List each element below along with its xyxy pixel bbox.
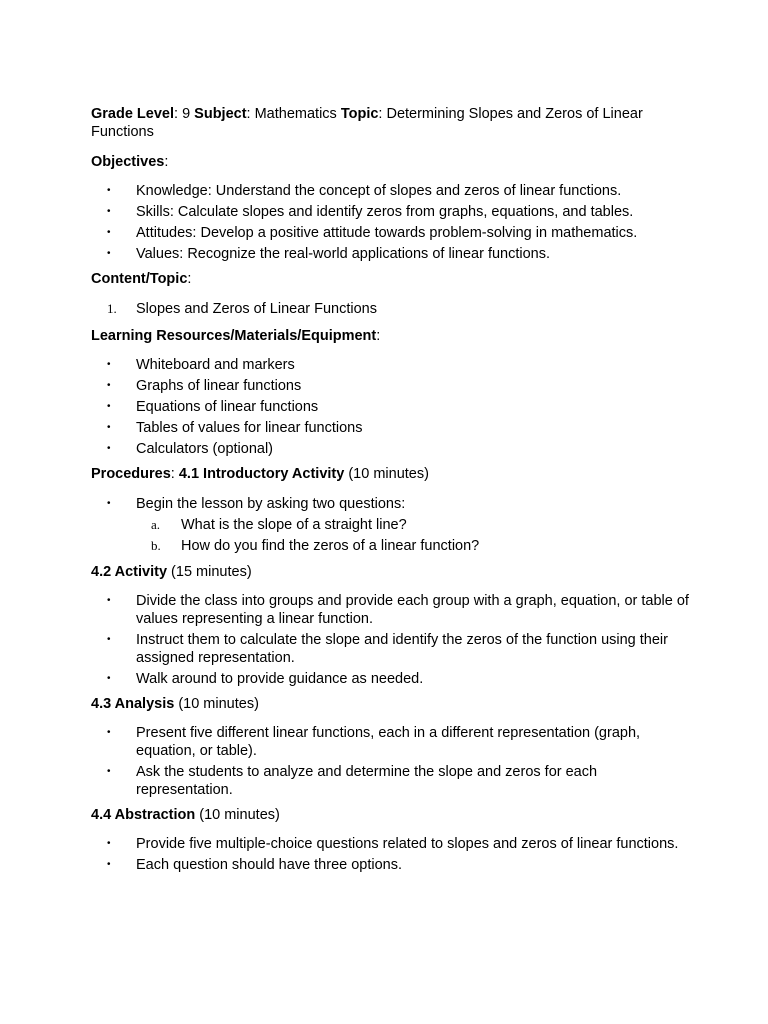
list-item: • Ask the students to analyze and determine the slope and zeros for each representation. bbox=[107, 764, 598, 798]
bullet-icon: • bbox=[107, 380, 111, 391]
bullet-icon: • bbox=[107, 727, 111, 738]
bullet-icon: • bbox=[107, 443, 111, 454]
list-item: • Whiteboard and markers bbox=[107, 357, 295, 373]
bullet-icon: • bbox=[107, 498, 111, 509]
bullet-icon: • bbox=[107, 859, 111, 870]
list-item: • Graphs of linear functions bbox=[107, 378, 302, 394]
list-item: • Attitudes: Develop a positive attitude towards problem-solving in mathematics. bbox=[107, 225, 638, 241]
list-item: • Tables of values for linear functions bbox=[107, 420, 363, 436]
list-item: • Instruct them to calculate the slope and identify the zeros of the function using their assigned representation. bbox=[107, 632, 668, 666]
list-item: • Equations of linear functions bbox=[107, 399, 319, 415]
bullet-icon: • bbox=[107, 595, 111, 606]
bullet-icon: • bbox=[107, 673, 111, 684]
objectives-heading: Objectives: bbox=[91, 154, 169, 170]
duration: (10 minutes) bbox=[195, 807, 280, 823]
list-item: • Provide five multiple-choice questions related to slopes and zeros of linear functions. bbox=[107, 836, 679, 852]
list-item: • Knowledge: Understand the concept of slopes and zeros of linear functions. bbox=[107, 183, 622, 199]
duration: (10 minutes) bbox=[174, 696, 259, 712]
activity-heading: 4.2 Activity (15 minutes) bbox=[91, 564, 252, 580]
bullet-icon: • bbox=[107, 359, 111, 370]
lesson-header bbox=[91, 105, 691, 141]
content-list bbox=[91, 300, 691, 318]
question-item: a. What is the slope of a straight line? bbox=[151, 517, 407, 533]
duration: (10 minutes) bbox=[344, 466, 429, 482]
bullet-icon: • bbox=[107, 401, 111, 412]
resources-list bbox=[91, 356, 691, 458]
bullet-icon: • bbox=[107, 227, 111, 238]
bullet-icon: • bbox=[107, 422, 111, 433]
subject-value: : Mathematics bbox=[246, 106, 341, 122]
bullet-icon: • bbox=[107, 206, 111, 217]
bullet-icon: • bbox=[107, 838, 111, 849]
bullet-icon: • bbox=[107, 185, 111, 196]
duration: (15 minutes) bbox=[167, 564, 252, 580]
content-heading: Content/Topic: bbox=[91, 271, 192, 287]
bullet-icon: • bbox=[107, 766, 111, 777]
grade-level-label: Grade Level bbox=[91, 106, 175, 122]
bullet-icon: • bbox=[107, 634, 111, 645]
abstraction-list bbox=[91, 835, 691, 874]
list-letter: a. bbox=[151, 517, 161, 532]
question-item: b. How do you find the zeros of a linear function? bbox=[151, 538, 480, 554]
list-item: • Present five different linear functions, each in a different representation (graph, equation, or table). bbox=[107, 725, 641, 759]
list-item: • Walk around to provide guidance as needed. bbox=[107, 671, 424, 687]
analysis-heading: 4.3 Analysis (10 minutes) bbox=[91, 696, 259, 712]
grade-level-value: : 9 bbox=[174, 106, 195, 122]
list-item: • Each question should have three options. bbox=[107, 857, 403, 873]
lesson-plan-page bbox=[91, 105, 691, 877]
objectives-list bbox=[91, 182, 691, 263]
topic-value: : Determining Slopes and Zeros of Linear Functions bbox=[91, 106, 643, 140]
list-item: • Skills: Calculate slopes and identify zeros from graphs, equations, and tables. bbox=[107, 204, 634, 220]
procedures-list bbox=[91, 495, 691, 555]
list-item: • Begin the lesson by asking two questions: bbox=[107, 496, 406, 512]
list-item: • Divide the class into groups and provide each group with a graph, equation, or table of values representing a linear function. bbox=[107, 593, 689, 627]
list-item: • Values: Recognize the real-world applications of linear functions. bbox=[107, 246, 551, 262]
list-number: 1. bbox=[107, 301, 117, 316]
analysis-list bbox=[91, 724, 691, 799]
list-item: • Calculators (optional) bbox=[107, 441, 274, 457]
list-item: 1. Slopes and Zeros of Linear Functions bbox=[107, 301, 377, 317]
abstraction-heading: 4.4 Abstraction (10 minutes) bbox=[91, 807, 280, 823]
introductory-activity-title: 4.1 Introductory Activity bbox=[178, 466, 345, 482]
bullet-icon: • bbox=[107, 248, 111, 259]
subject-label: Subject bbox=[194, 106, 247, 122]
list-letter: b. bbox=[151, 538, 161, 553]
resources-heading: Learning Resources/Materials/Equipment: bbox=[91, 328, 381, 344]
activity-list bbox=[91, 592, 691, 688]
topic-label: Topic bbox=[340, 106, 379, 122]
procedures-heading: Procedures: 4.1 Introductory Activity (10 minutes) bbox=[91, 466, 429, 482]
